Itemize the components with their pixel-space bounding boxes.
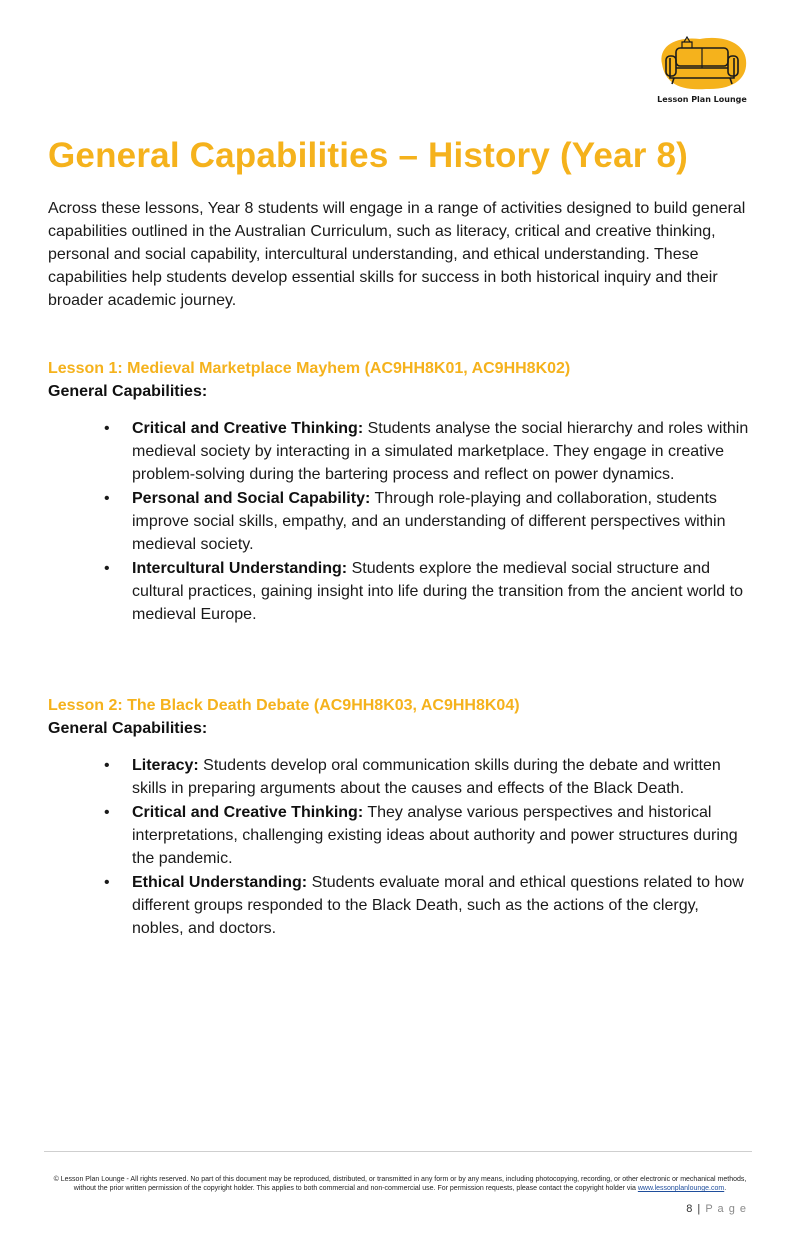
page-word: P a g e	[705, 1203, 747, 1215]
footer-copyright	[50, 1175, 750, 1193]
link-suffix: .	[724, 1185, 727, 1192]
bullet-icon: •	[104, 490, 110, 507]
bullet-icon: •	[104, 874, 110, 891]
lesson-1-heading: Lesson 1: Medieval Marketplace Mayhem (AC9HH8K01, AC9HH8K02)	[48, 360, 571, 377]
brand-name: Lesson Plan Lounge	[657, 95, 747, 104]
bullet-icon: •	[104, 757, 110, 774]
bullet-icon: •	[104, 804, 110, 821]
page-number-value: 8	[686, 1203, 694, 1215]
list-item	[104, 557, 752, 626]
list-item	[104, 801, 752, 870]
page-title: General Capabilities – History (Year 8)	[48, 136, 689, 175]
capability-term: Personal and Social Capability:	[132, 490, 371, 507]
capability-description: Students explore the medieval social structure and cultural practices, gaining insight into life during the transition from the ancient world to medieval Europe.	[132, 560, 743, 623]
capability-description: They analyse various perspectives and historical interpretations, challenging existing ideas about authority and power structures during the pandemic.	[132, 804, 738, 867]
copyright-text: © Lesson Plan Lounge - All rights reserved. No part of this document may be reproduced, distributed, or transmitted in any form or by any means, including photocopying, recording, or other electronic or mechanical methods, without the prior written permission of the copyright holder. This applies to both commercial and non-commercial use. For permission requests, please contact the copyright holder via	[53, 1176, 747, 1192]
lesson-2-gc-label: General Capabilities:	[48, 720, 208, 737]
bullet-icon: •	[104, 560, 110, 577]
footer-divider	[44, 1151, 752, 1152]
lesson-2-heading: Lesson 2: The Black Death Debate (AC9HH8K03, AC9HH8K04)	[48, 697, 520, 714]
list-item	[104, 487, 752, 556]
capability-description: Students develop oral communication skills during the debate and written skills in preparing arguments about the causes and effects of the Black Death.	[132, 757, 721, 797]
lesson-2-capabilities-list	[104, 754, 752, 941]
capability-term: Critical and Creative Thinking:	[132, 804, 364, 821]
lesson-1-capabilities-list	[104, 417, 752, 627]
intro-paragraph: Across these lessons, Year 8 students will engage in a range of activities designed to build general capabilities outlined in the Australian Curriculum, such as literacy, critical and creative thinking, personal and social capability, intercultural understanding, and ethical understanding. These capabilities help students develop essential skills for success in both historical inquiry and their broader academic journey.	[48, 200, 746, 309]
capability-term: Literacy:	[132, 757, 199, 774]
capability-term: Intercultural Understanding:	[132, 560, 348, 577]
capability-description: Through role-playing and collaboration, students improve social skills, empathy, and an understanding of different perspectives within medieval society.	[132, 490, 726, 553]
couch-icon	[656, 34, 748, 92]
capability-term: Ethical Understanding:	[132, 874, 308, 891]
capability-description: Students analyse the social hierarchy and roles within medieval society by interacting in a simulated marketplace. They engage in creative problem-solving during the bartering process and reflect on power dynamics.	[132, 420, 749, 483]
page-separator: |	[693, 1203, 706, 1215]
list-item	[104, 754, 752, 800]
website-link[interactable]: www.lessonplanlounge.com	[637, 1185, 725, 1192]
list-item	[104, 871, 752, 940]
capability-description: Students evaluate moral and ethical questions related to how different groups responded to the Black Death, such as the actions of the clergy, nobles, and doctors.	[132, 874, 744, 937]
bullet-icon: •	[104, 420, 110, 437]
list-item	[104, 417, 752, 486]
capability-term: Critical and Creative Thinking:	[132, 420, 364, 437]
brand-logo	[654, 34, 750, 108]
page-number	[686, 1203, 747, 1215]
lesson-1-gc-label: General Capabilities:	[48, 383, 208, 400]
